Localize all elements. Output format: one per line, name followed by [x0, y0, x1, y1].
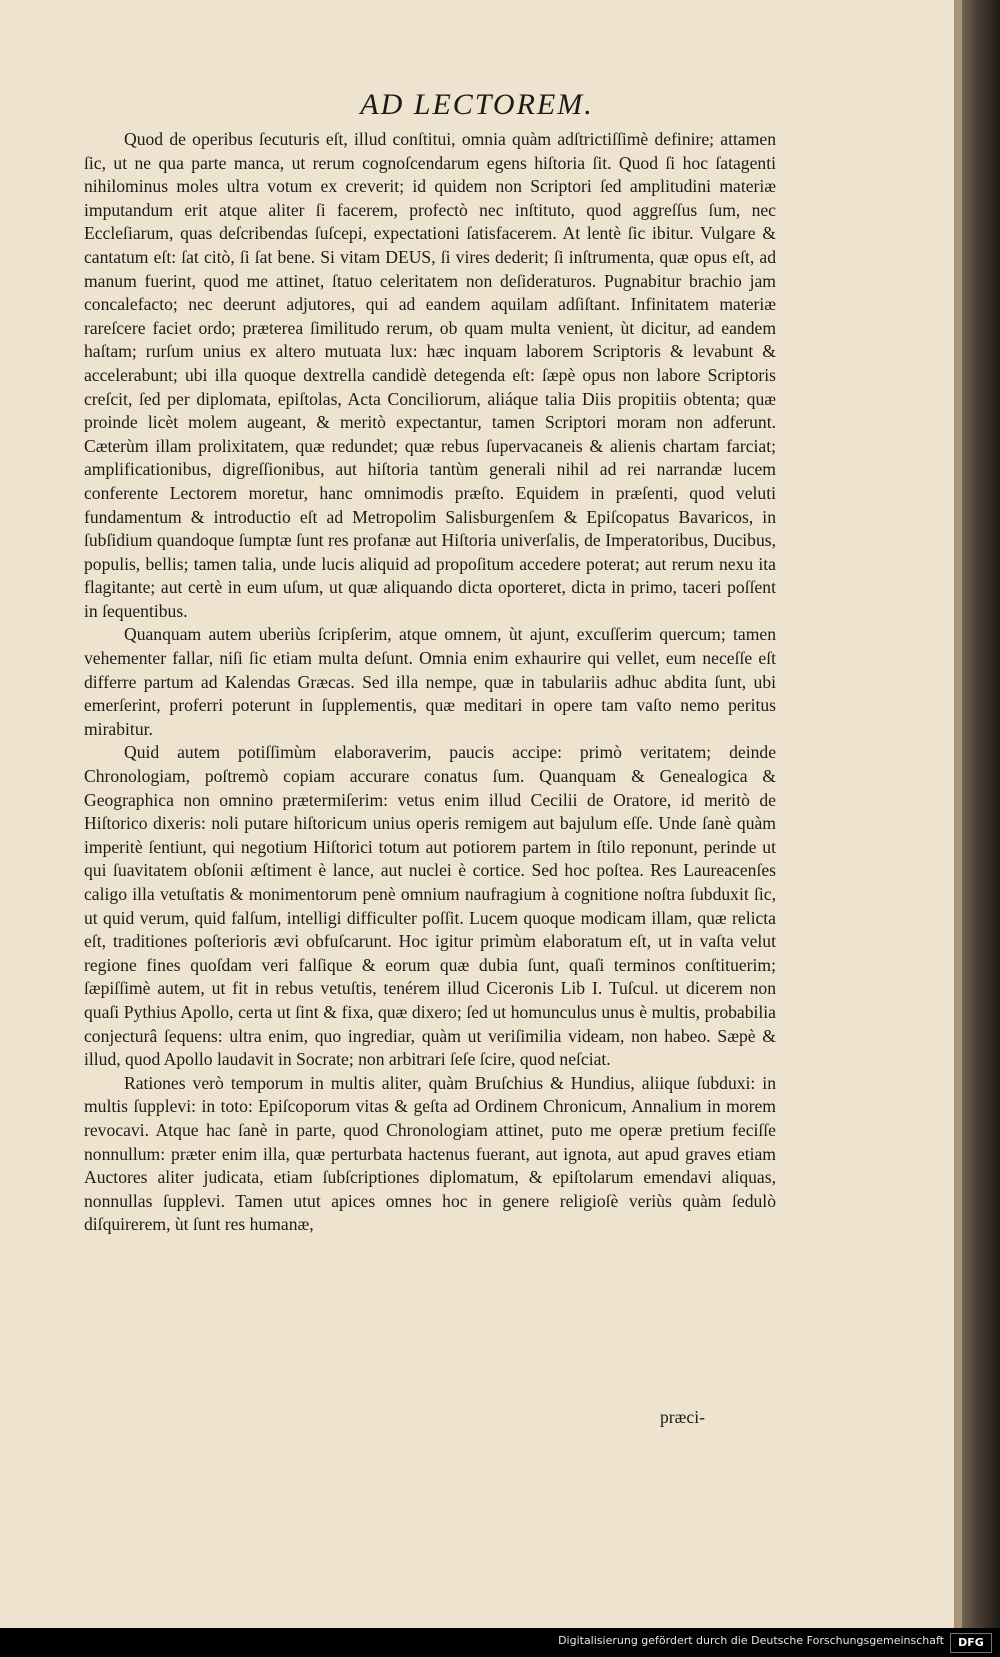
- dfg-logo: DFG: [950, 1633, 992, 1653]
- paragraph: Quanquam autem uberiùs ſcripſerim, atque omnem, ùt ajunt, excuſſerim quercum; tamen vehementer fallar, niſi ſic etiam multa deſunt. Omnia enim exhaurire qui vellet, eum neceſſe eſt differre partum ad Kalendas Græcas. Sed illa nempe, quæ in tabulariis adhuc abdita ſunt, ubi emerſerint, proferri poterunt in ſupplementis, quæ meditari in opere tam vaſto nemo peritus mirabitur.: [84, 624, 776, 739]
- footer-bar: [0, 1628, 1000, 1657]
- book-spine: [954, 0, 1000, 1628]
- page-body: [84, 128, 776, 1237]
- paragraph: Quod de operibus ſecuturis eſt, illud conſtitui, omnia quàm adſtrictiſſimè definire; attamen ſic, ut ne qua parte manca, ut rerum cognoſcendarum egens hiſtoria ſit. Quod ſi hoc ſatagenti nihilominus moles ultra votum ex creverit; id quidem non Scriptori ſed amplitudini materiæ imputandum erit atque aliter ſi facerem, profectò nec inſtituto, quod aggreſſus ſum, nec Eccleſiarum, quas deſcribendas ſuſcepi, expectationi ſatisfacerem. At lentè ſic ibitur. Vulgare & cantatum eſt: ſat citò, ſi ſat bene. Si vitam DEUS, ſi vires dederit; ſi inſtrumenta, quæ opus eſt, ad manum fuerint, quod me attinet, ſtatuo celeritatem non deſideraturos. Pugnabitur brachio jam concalefacto; nec deerunt adjutores, qui ad eandem aquilam adſiſtant. Infinitatem materiæ rareſcere faciet ordo; præterea ſimilitudo rerum, ob quam multa venient, ùt dicitur, ad eandem haſtam; rurſum unius ex altero mutuata lux: hæc inquam laborem Scriptoris & levabunt & accelerabunt; ubi illa quoque dextrella candidè detegenda eſt: ſæpè opus non labore Scriptoris creſcit, ſed per diplomata, epiſtolas, Acta Conciliorum, aliáque talia Diis propitiis obtenta; quæ proinde licèt molem augeant, & meritò expectantur, tamen Scriptori moram non adferunt. Cæterùm illam prolixitatem, quæ redundet; quæ rebus ſupervacaneis & alienis chartam farciat; amplificationibus, digreſſionibus, aut hiſtoria tantùm generali nihil ad rei narrandæ lucem conferente Lectorem moretur, hanc omnimodis præſto. Equidem in præſenti, quod veluti fundamentum & introductio eſt ad Metropolim Salisburgenſem & Epiſcopatus Bavaricos, in ſubſidium quandoque ſumptæ ſunt res profanæ aut Hiſtoria univerſalis, de Imperatoribus, Ducibus, populis, bellis; tamen talia, unde lucis aliquid ad propoſitum accedere poterat; aut rerum nexu ita flagitante; aut certè in eum uſum, ut quæ aliquando dicta oporteret, dicta in primo, taceri poſſent in ſequentibus.: [84, 129, 776, 621]
- paragraph: Quid autem potiſſimùm elaboraverim, paucis accipe: primò veritatem; deinde Chronologiam, poſtremò copiam accurare conatus ſum. Quanquam & Genealogica & Geographica non omnino prætermiſerim: vetus enim illud Cecilii de Oratore, id meritò de Hiſtorico dixeris: noli putare hiſtoricum unius operis remigem aut bajulum eſſe. Unde ſanè quàm imperitè ſentiunt, qui negotium Hiſtorici totum aut potiorem partem in ſtilo reponunt, perinde ut qui ſuavitatem obſonii æſtiment è lance, aut nuclei è cortice. Sed hoc poſtea. Res Laureacenſes caligo illa vetuſtatis & monimentorum penè omnium naufragium à cognitione noſtra ſubduxit ſic, ut quid verum, quid falſum, intelligi difficulter poſſit. Lucem quoque modicam illam, quæ relicta eſt, traditiones poſterioris ævi obfuſcarunt. Hoc igitur primùm elaboratum eſt, ut in vaſta velut regione fines quoſdam veri falſique & eorum quæ dubia ſunt, quaſi terminos conſtituerim; ſæpiſſimè autem, ut fit in rebus vetuſtis, tenérem illud Ciceronis Lib I. Tuſcul. ut dicerem non quaſi Pythius Apollo, certa ut ſint & fixa, quæ dixero; ſed ut homunculus unus è multis, probabilia conjecturâ ſequens: ultra enim, quo ingrediar, quàm ut veriſimilia videam, non habeo. Sæpè & illud, quod Apollo laudavit in Socrate; non arbitrari ſeſe ſcire, quod neſciat.: [84, 742, 776, 1070]
- catchword: præci-: [660, 1407, 705, 1427]
- paragraph: Rationes verò temporum in multis aliter, quàm Bruſchius & Hundius, aliique ſubduxi: in multis ſupplevi: in toto: Epiſcoporum vitas & geſta ad Ordinem Chronicum, Annalium in morem revocavi. Atque hac ſanè in parte, quod Chronologiam attinet, puto me operæ pretium feciſſe nonnullum: præter enim illa, quæ perturbata hactenus fuerant, aut ignota, aut apud graves etiam Auctores aliter judicata, etiam ſubſcriptiones diplomatum, & epiſtolarum emendavi aliquas, nonnullas ſupplevi. Tamen utut apices omnes hoc in genere religioſè veriùs quàm ſedulò diſquirerem, ùt ſunt res humanæ,: [84, 1072, 776, 1235]
- page-header: AD LECTOREM.: [360, 88, 594, 121]
- footer-credit: Digitalisierung gefördert durch die Deutsche Forschungsgemeinschaft: [558, 1634, 944, 1647]
- page-edge: [954, 0, 962, 1628]
